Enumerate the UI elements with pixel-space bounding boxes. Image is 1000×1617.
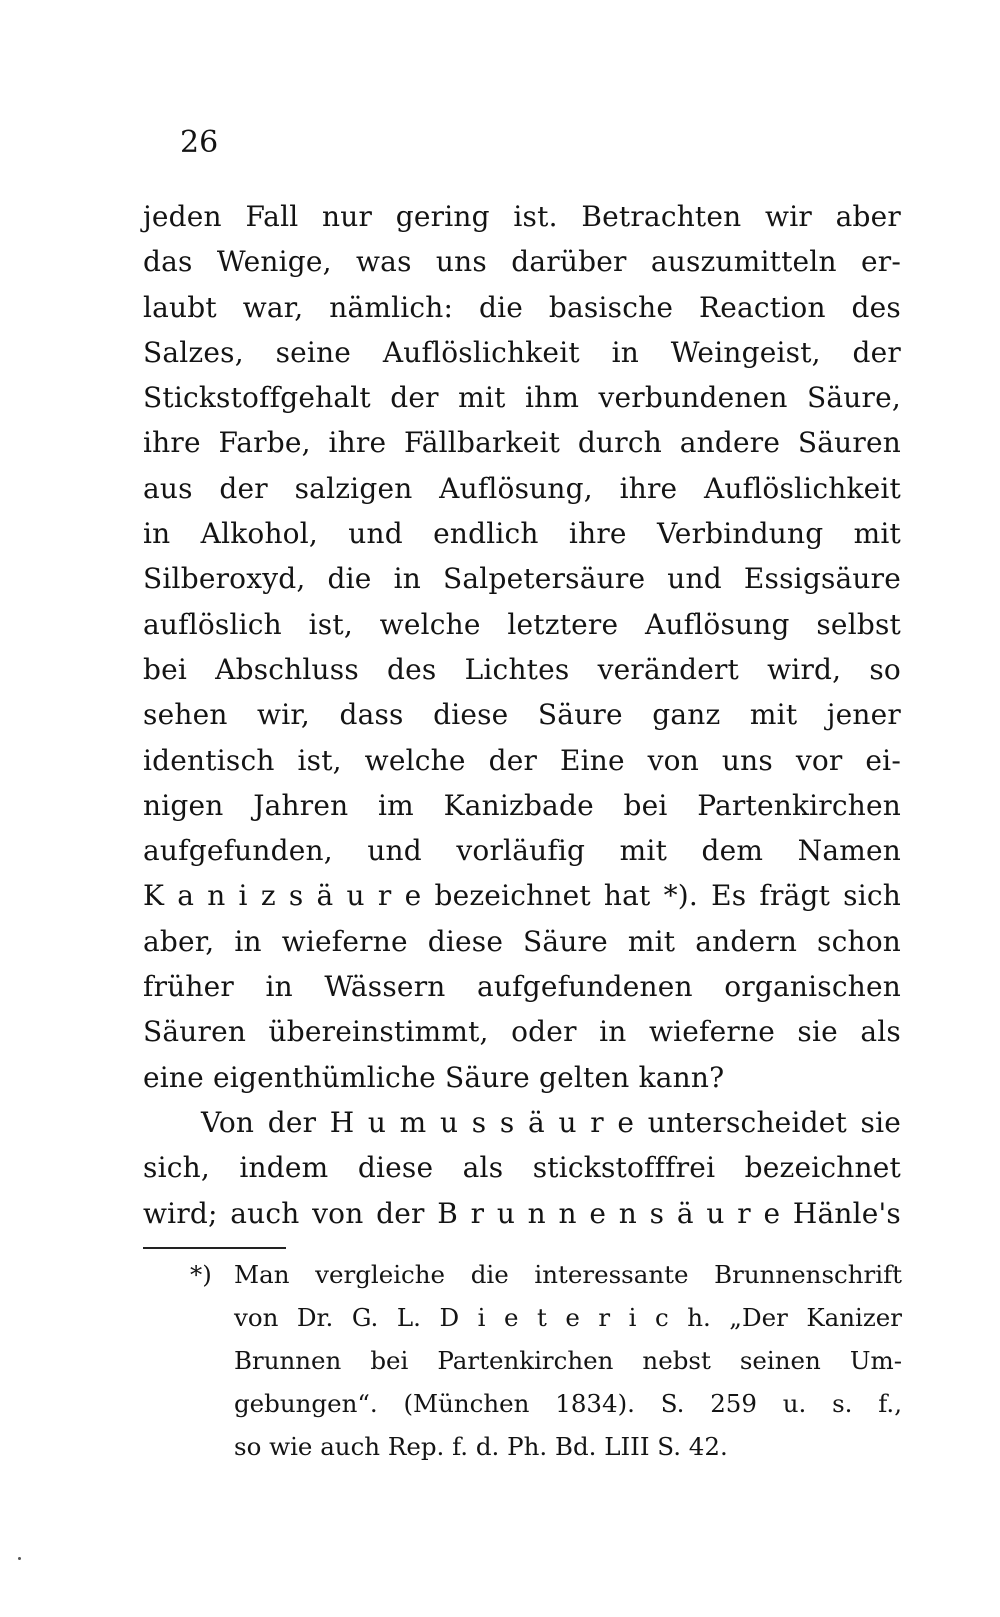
text-line: wird; auch von der B r u n n e n s ä u r e Hänle's — [143, 1196, 901, 1230]
text-line: früher in Wässern aufgefundenen organischen — [143, 970, 901, 1004]
text-line: Stickstoffgehalt der mit ihm verbundenen Säure, — [143, 381, 901, 415]
text-line: Silberoxyd, die in Salpetersäure und Essigsäure — [143, 562, 901, 596]
text-line: sehen wir, dass diese Säure ganz mit jener — [143, 698, 901, 732]
footnote-rule — [143, 1247, 286, 1249]
footnote-line: Brunnen bei Partenkirchen nebst seinen Um- — [234, 1346, 902, 1375]
text-line: K a n i z s ä u r e bezeichnet hat *). Es frägt sich — [143, 879, 901, 913]
body-text — [143, 194, 901, 1236]
footnote — [190, 1253, 902, 1468]
text-line: aus der salzigen Auflösung, ihre Auflöslichkeit — [143, 471, 901, 505]
footnote-line: von Dr. G. L. D i e t e r i c h. „Der Kanizer — [234, 1303, 902, 1332]
text-line: ihre Farbe, ihre Fällbarkeit durch andere Säuren — [143, 426, 901, 460]
text-line: laubt war, nämlich: die basische Reaction des — [143, 290, 901, 324]
text-line: in Alkohol, und endlich ihre Verbindung mit — [143, 517, 901, 551]
text-line: Salzes, seine Auflöslichkeit in Weingeist, der — [143, 335, 901, 369]
footnote-line — [190, 1253, 902, 1296]
text-line: auflöslich ist, welche letztere Auflösung selbst — [143, 607, 901, 641]
text-line: aufgefunden, und vorläufig mit dem Namen — [143, 834, 901, 868]
text-line: nigen Jahren im Kanizbade bei Partenkirchen — [143, 788, 901, 822]
text-line: Von der H u m u s s ä u r e unterscheidet sie — [201, 1105, 901, 1139]
footnote-line: so wie auch Rep. f. d. Ph. Bd. LIII S. 42. — [234, 1432, 728, 1461]
text-line: jeden Fall nur gering ist. Betrachten wir aber — [143, 200, 901, 233]
footnote-marker: *) — [190, 1260, 212, 1289]
text-line: sich, indem diese als stickstofffrei bezeichnet — [143, 1151, 901, 1185]
text-line: bei Abschluss des Lichtes verändert wird, so — [143, 652, 901, 686]
text-line: Säuren übereinstimmt, oder in wieferne sie als — [143, 1015, 901, 1049]
text-line: identisch ist, welche der Eine von uns vor ei- — [143, 743, 901, 777]
text-line: das Wenige, was uns darüber auszumitteln er- — [143, 245, 901, 279]
text-line: eine eigenthümliche Säure gelten kann? — [143, 1060, 725, 1094]
text-line: aber, in wieferne diese Säure mit andern schon — [143, 924, 901, 958]
scan-speck — [18, 1557, 21, 1560]
footnote-line-text: Man vergleiche die interessante Brunnenschrift — [234, 1260, 902, 1289]
footnote-line: gebungen“. (München 1834). S. 259 u. s. f., — [234, 1389, 902, 1418]
page-number: 26 — [180, 125, 219, 160]
